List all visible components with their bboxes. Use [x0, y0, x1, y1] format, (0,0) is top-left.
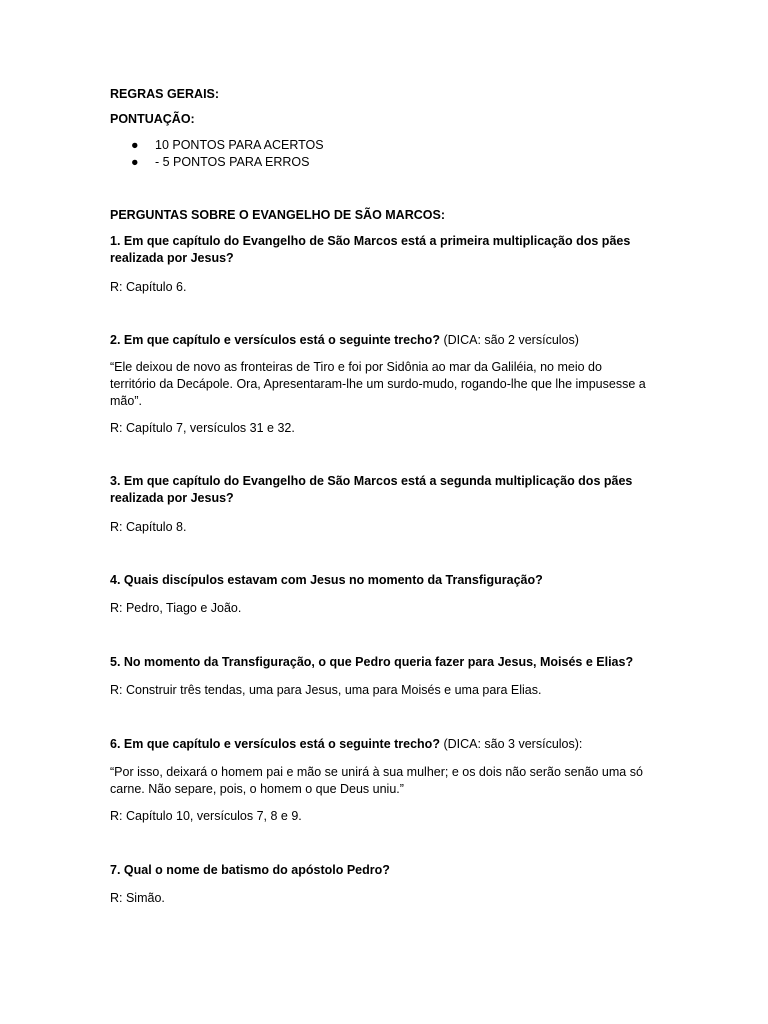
- scoring-item-text: - 5 PONTOS PARA ERROS: [155, 155, 310, 169]
- quote-6: “Por isso, deixará o homem pai e mão se unirá à sua mulher; e os dois não serão senão uma só carne. Não separe, pois, o homem o que Deus uniu.”: [110, 765, 643, 796]
- question-2: [110, 332, 650, 349]
- general-rules-title: REGRAS GERAIS:: [110, 87, 220, 101]
- scoring-title: PONTUAÇÃO:: [110, 112, 195, 126]
- answer-5: R: Construir três tendas, uma para Jesus, uma para Moisés e uma para Elias.: [110, 683, 542, 697]
- document-content: [110, 86, 650, 907]
- question-4: 4. Quais discípulos estavam com Jesus no momento da Transfiguração?: [110, 573, 543, 587]
- question-7: 7. Qual o nome de batismo do apóstolo Pedro?: [110, 863, 390, 877]
- answer-6: R: Capítulo 10, versículos 7, 8 e 9.: [110, 809, 302, 823]
- question-6-text: 6. Em que capítulo e versículos está o seguinte trecho?: [110, 737, 440, 751]
- bullet-icon: ●: [131, 138, 139, 152]
- answer-2: R: Capítulo 7, versículos 31 e 32.: [110, 421, 295, 435]
- question-5: 5. No momento da Transfiguração, o que Pedro queria fazer para Jesus, Moisés e Elias?: [110, 655, 634, 669]
- question-3: 3. Em que capítulo do Evangelho de São Marcos está a segunda multiplicação dos pães realizada por Jesus?: [110, 474, 633, 505]
- question-6: [110, 736, 650, 753]
- question-1: 1. Em que capítulo do Evangelho de São Marcos está a primeira multiplicação dos pães realizada por Jesus?: [110, 234, 631, 265]
- answer-3: R: Capítulo 8.: [110, 520, 187, 534]
- quote-2: “Ele deixou de novo as fronteiras de Tiro e foi por Sidônia ao mar da Galiléia, no meio do território da Decápole. Ora, Apresentaram-lhe um surdo-mudo, rogando-lhe que lhe impusesse a mão”.: [110, 360, 646, 408]
- question-6-hint: (DICA: são 3 versículos):: [443, 737, 583, 751]
- scoring-item: [110, 137, 650, 154]
- scoring-item-text: 10 PONTOS PARA ACERTOS: [155, 138, 324, 152]
- scoring-list: [110, 137, 650, 171]
- question-2-hint: (DICA: são 2 versículos): [443, 333, 579, 347]
- answer-4: R: Pedro, Tiago e João.: [110, 601, 242, 615]
- question-2-text: 2. Em que capítulo e versículos está o seguinte trecho?: [110, 333, 440, 347]
- answer-7: R: Simão.: [110, 891, 165, 905]
- questions-section-title: PERGUNTAS SOBRE O EVANGELHO DE SÃO MARCOS:: [110, 208, 445, 222]
- bullet-icon: ●: [131, 155, 139, 169]
- scoring-item: [110, 154, 650, 171]
- answer-1: R: Capítulo 6.: [110, 280, 187, 294]
